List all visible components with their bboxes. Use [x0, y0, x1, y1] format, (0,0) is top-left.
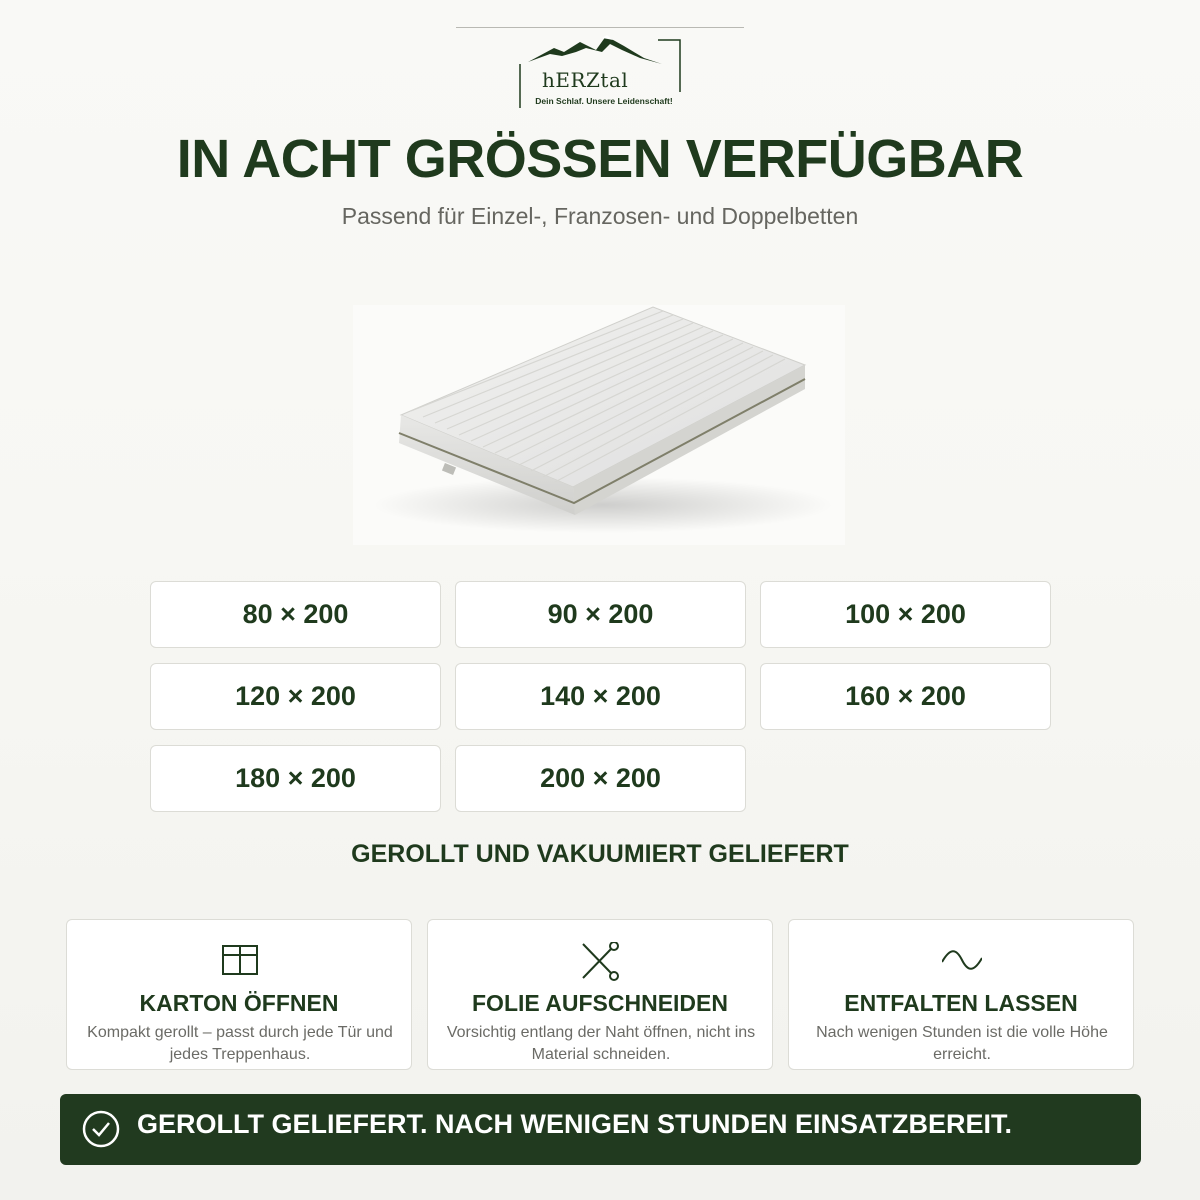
- size-option-140x200[interactable]: 140 × 200: [455, 663, 746, 730]
- page-title: IN ACHT GRÖSSEN VERFÜGBAR: [176, 129, 1024, 189]
- size-option-180x200[interactable]: 180 × 200: [150, 745, 441, 812]
- size-option-120x200[interactable]: 120 × 200: [150, 663, 441, 730]
- size-option-100x200[interactable]: 100 × 200: [760, 581, 1051, 648]
- ready-banner: [60, 1094, 1141, 1165]
- brand-name: hERZtal: [542, 68, 629, 92]
- brand-tagline: Dein Schlaf. Unsere Leidenschaft!: [535, 96, 673, 106]
- step-title: ENTFALTEN LASSEN: [844, 990, 1078, 1016]
- brand-logo: [510, 30, 700, 114]
- step-description: Kompakt gerollt – passt durch jede Tür und jedes Treppenhaus.: [87, 1024, 393, 1063]
- wave-icon: [942, 942, 982, 982]
- banner-text: GEROLLT GELIEFERT. NACH WENIGEN STUNDEN EINSATZBEREIT.: [137, 1109, 1013, 1139]
- step-card-cut-foil: [427, 919, 773, 1070]
- box-icon: [220, 942, 260, 982]
- scissors-icon: [581, 942, 621, 982]
- page-subtitle: Passend für Einzel-, Franzosen- und Doppelbetten: [341, 203, 859, 229]
- mattress-image: [353, 305, 845, 545]
- step-card-unfold: [788, 919, 1134, 1070]
- step-card-open-box: [66, 919, 412, 1070]
- step-title: KARTON ÖFFNEN: [139, 990, 339, 1016]
- check-circle-icon: [82, 1110, 120, 1148]
- mattress-illustration: [353, 305, 845, 545]
- delivery-section-title: GEROLLT UND VAKUUMIERT GELIEFERT: [351, 840, 849, 868]
- size-option-90x200[interactable]: 90 × 200: [455, 581, 746, 648]
- step-title: FOLIE AUFSCHNEIDEN: [472, 990, 728, 1016]
- size-option-80x200[interactable]: 80 × 200: [150, 581, 441, 648]
- step-description: Vorsichtig entlang der Naht öffnen, nicht ins Material schneiden.: [446, 1024, 756, 1063]
- step-description: Nach wenigen Stunden ist die volle Höhe erreicht.: [816, 1024, 1108, 1063]
- top-divider: [456, 27, 744, 28]
- size-option-200x200[interactable]: 200 × 200: [455, 745, 746, 812]
- size-option-160x200[interactable]: 160 × 200: [760, 663, 1051, 730]
